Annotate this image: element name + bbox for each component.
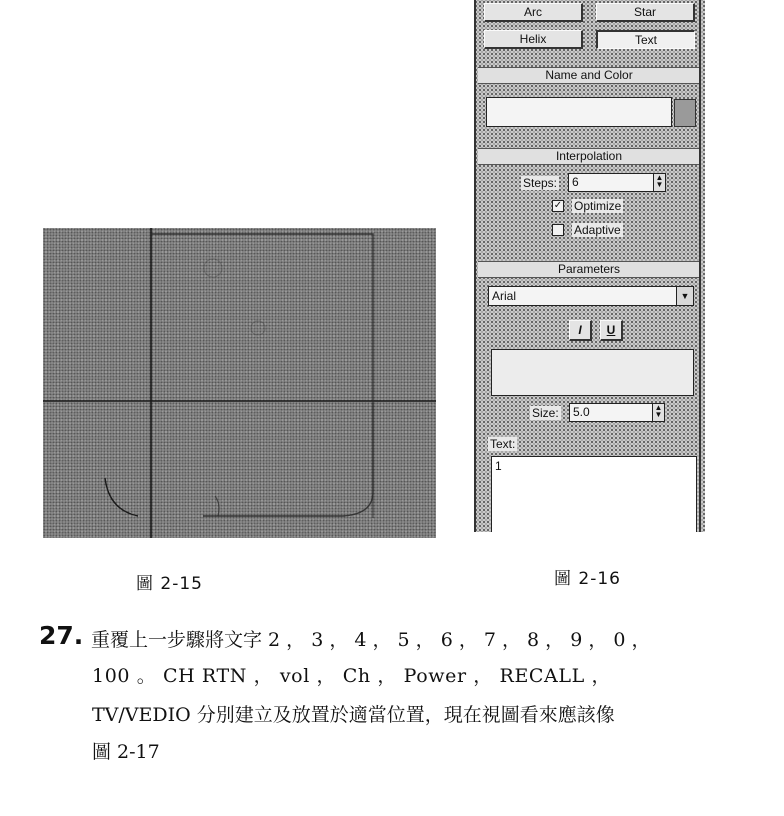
viewport-figure-2-15 [43,228,436,538]
remote-outline [151,234,373,516]
size-field[interactable] [569,403,665,422]
steps-field[interactable] [568,173,666,192]
text-label: Text: [490,437,516,451]
size-label: Size: [532,406,559,420]
size-spinner-icon[interactable]: ▲ ▼ [652,404,664,421]
text-input-area[interactable] [491,456,697,532]
arc-button[interactable]: Arc [484,3,583,22]
steps-label: Steps: [523,176,558,190]
dropdown-arrow-icon[interactable]: ▼ [676,287,693,305]
remote-bottom-curve [105,478,138,516]
font-dropdown-value: Arial [492,289,517,303]
command-panel-figure-2-16 [474,0,705,532]
item-text-line-1: 重覆上一步驟將文字 2 ， 3 ， 4 ， 5 ， 6 ， 7 ， 8 ， 9 ， 0 ， [91,629,651,651]
item-text-line-4: 圖 2-17 [92,741,160,763]
remote-side-curve [215,496,219,516]
viewport-drawing [43,228,436,538]
steps-spinner-icon[interactable]: ▲ ▼ [653,174,665,191]
helix-button[interactable]: Helix [484,30,583,49]
adaptive-checkbox[interactable] [552,224,564,236]
item-text-line-2: 100 。 CH RTN ， vol ， Ch ， Power ， RECALL ， [92,665,612,687]
interpolation-rollout[interactable]: Interpolation [478,148,700,165]
object-color-swatch[interactable] [674,99,696,127]
figure-2-15-caption: 圖 2-15 [136,574,203,594]
parameters-rollout[interactable]: Parameters [478,261,700,278]
remote-button-top [204,259,222,277]
text-preview-box [491,349,694,396]
italic-button[interactable] [569,320,592,341]
remote-button-mid [251,321,265,335]
font-dropdown[interactable] [488,286,694,306]
item-number: 27. [39,621,84,650]
adaptive-label: Adaptive [574,223,621,237]
panel-right-edge [699,0,701,532]
item-text-line-3: TV/VEDIO 分別建立及放置於適當位置，現在視圖看來應該像 [92,704,615,726]
text-button[interactable]: Text [596,30,695,49]
panel-left-edge [474,0,476,532]
name-and-color-rollout[interactable]: Name and Color [478,67,700,84]
star-button[interactable]: Star [596,3,695,22]
optimize-label: Optimize [574,199,622,213]
figure-2-16-caption: 圖 2-16 [554,569,621,589]
steps-value: 6 [572,175,579,189]
underline-button[interactable] [600,320,623,341]
object-name-field[interactable] [486,97,672,127]
underline-icon: U [606,323,616,337]
italic-icon: I [578,323,582,337]
text-input-value: 1 [495,459,502,473]
size-value: 5.0 [573,405,590,419]
optimize-checkbox[interactable]: ✓ [553,200,563,211]
